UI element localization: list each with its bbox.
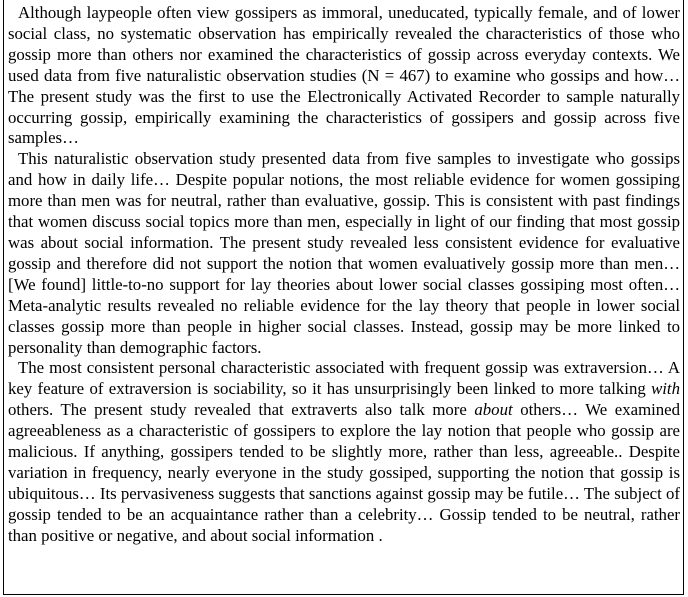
- italic-about: about: [474, 400, 513, 420]
- paragraph-3-text-c: others… We examined agreeableness as a characteristic of gossipers to explore the lay notion that people who gossip are malicious. If anything, gossipers tended to be slightly more, rather than less, agreeable.. Despite variation in frequency, nearly everyone in the study gossiped, supporting the notion that gossip is ubiquitous… Its pervasiveness suggests that sanctions against gossip may be futile… The subject of gossip tended to be an acquaintance rather than a celebrity… Gossip tended to be neutral, rather than positive or negative, and about social information .: [8, 400, 681, 545]
- paragraph-3: [8, 358, 680, 546]
- italic-with: with: [651, 379, 680, 399]
- paragraph-3-text-b: others. The present study revealed that extraverts also talk more: [8, 400, 475, 420]
- paragraph-1-text: Although laypeople often view gossipers as immoral, uneducated, typically female, and of lower social class, no systematic observation has empirically revealed the characteristics of those who gossip more than others nor examined the characteristics of gossip across everyday contexts. We used data from five naturalistic observation studies (N = 467) to examine who gossips and how… The present study was the first to use the Electronically Activated Recorder to sample naturally occurring gossip, empirically examining the characteristics of gossipers and gossip across five samples…: [8, 3, 680, 148]
- text-frame: [3, 0, 684, 595]
- paragraph-1: [8, 3, 680, 149]
- paragraph-2-text: This naturalistic observation study presented data from five samples to investigate who gossips and how in daily life… Despite popular notions, the most reliable evidence for women gossiping more than men was for neutral, rather than evaluative, gossip. This is consistent with past findings that women discuss social topics more than men, especially in light of our finding that most gossip was about social information. The present study revealed less consistent evidence for evaluative gossip and therefore did not support the notion that women evaluatively gossip more than men… [We found] little-to-no support for lay theories about lower social classes gossiping most often… Meta-analytic results revealed no reliable evidence for the lay theory that people in lower social classes gossip more than people in higher social classes. Instead, gossip may be more linked to personality than demographic factors.: [8, 149, 680, 357]
- paragraph-3-text-a: The most consistent personal characteristic associated with frequent gossip was extraversion… A key feature of extraversion is sociability, so it has unsurprisingly been linked to more talking: [8, 358, 680, 399]
- paragraph-2: [8, 149, 680, 358]
- document-body: [8, 3, 680, 547]
